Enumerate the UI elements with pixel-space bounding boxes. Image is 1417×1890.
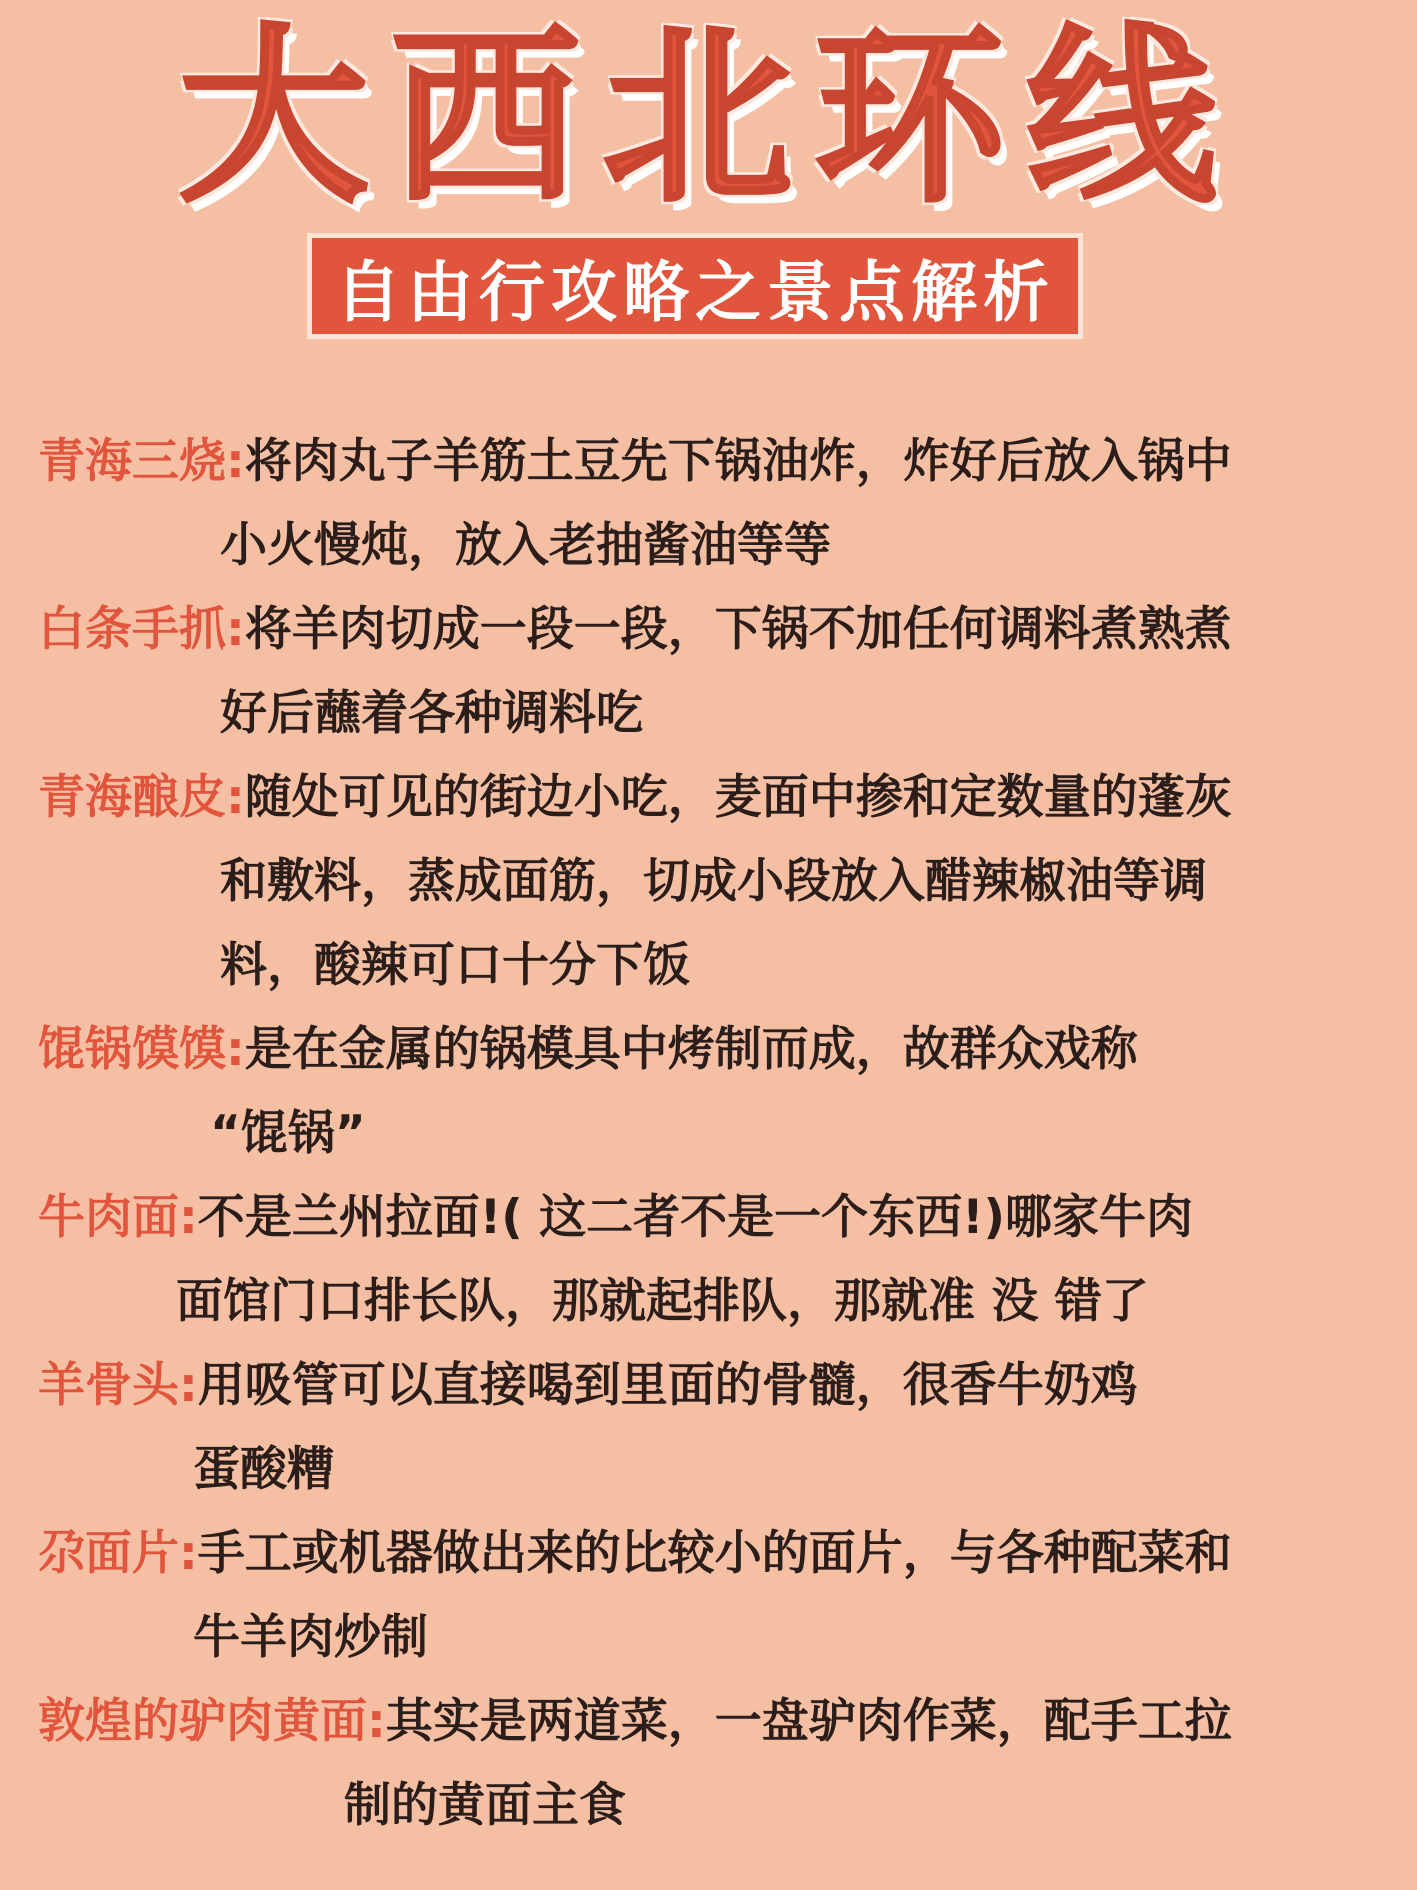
item-first-line xyxy=(38,1512,1383,1596)
item-first-line xyxy=(38,1680,1383,1764)
food-list xyxy=(38,420,1383,1848)
item-first-line xyxy=(38,756,1383,840)
item-continuation: “馄锅” xyxy=(210,1106,366,1161)
item-text: 手工或机器做出来的比较小的面片，与各种配菜和 xyxy=(197,1526,1232,1581)
item-continuation: 蛋酸糟 xyxy=(193,1442,334,1497)
item-continuation: 料，酸辣可口十分下饭 xyxy=(220,938,690,993)
item-colon: : xyxy=(179,1526,198,1581)
item-first-line xyxy=(38,420,1383,504)
list-item xyxy=(38,1008,1383,1176)
item-first-line xyxy=(38,1008,1383,1092)
list-item xyxy=(38,1512,1383,1680)
page-title: 大西北环线 xyxy=(178,7,1239,228)
item-term: 白条手抓 xyxy=(38,602,226,657)
item-first-line xyxy=(38,1344,1383,1428)
item-colon: : xyxy=(179,1190,198,1245)
item-colon: : xyxy=(226,434,245,489)
subtitle-banner xyxy=(307,233,1083,339)
item-colon: : xyxy=(226,1022,245,1077)
item-text: 随处可见的街边小吃，麦面中掺和定数量的蓬灰 xyxy=(244,770,1232,825)
item-term: 羊骨头 xyxy=(38,1358,179,1413)
item-colon: : xyxy=(179,1358,198,1413)
list-item xyxy=(38,588,1383,756)
list-item xyxy=(38,756,1383,1008)
item-term: 青海酿皮 xyxy=(38,770,226,825)
list-item xyxy=(38,1344,1383,1512)
item-continuation: 好后蘸着各种调料吃 xyxy=(220,686,643,741)
item-continuation: 制的黄面主食 xyxy=(344,1778,626,1833)
item-term: 牛肉面 xyxy=(38,1190,179,1245)
item-text: 不是兰州拉面!( 这二者不是一个东西!)哪家牛肉 xyxy=(197,1190,1193,1245)
item-colon: : xyxy=(226,770,245,825)
list-item xyxy=(38,1176,1383,1344)
item-text: 用吸管可以直接喝到里面的骨髓，很香牛奶鸡 xyxy=(197,1358,1138,1413)
item-first-line xyxy=(38,1176,1383,1260)
item-text: 是在金属的锅模具中烤制而成，故群众戏称 xyxy=(244,1022,1138,1077)
item-colon: : xyxy=(226,602,245,657)
item-text: 将羊肉切成一段一段，下锅不加任何调料煮熟煮 xyxy=(244,602,1232,657)
item-continuation: 小火慢炖，放入老抽酱油等等 xyxy=(220,518,831,573)
item-continuation: 和敷料，蒸成面筋，切成小段放入醋辣椒油等调 xyxy=(220,854,1207,909)
item-continuation: 面馆门口排长队，那就起排队，那就准 没 错了 xyxy=(176,1274,1149,1329)
item-text: 将肉丸子羊筋土豆先下锅油炸，炸好后放入锅中 xyxy=(244,434,1232,489)
list-item xyxy=(38,1680,1383,1848)
subtitle-text: 自由行攻略之景点解析 xyxy=(335,253,1055,331)
list-item xyxy=(38,420,1383,588)
item-term: 敦煌的驴肉黄面 xyxy=(38,1694,367,1749)
item-continuation: 牛羊肉炒制 xyxy=(193,1610,428,1665)
item-first-line xyxy=(38,588,1383,672)
item-colon: : xyxy=(367,1694,386,1749)
item-term: 尕面片 xyxy=(38,1526,179,1581)
item-term: 馄锅馍馍 xyxy=(38,1022,226,1077)
item-term: 青海三烧 xyxy=(38,434,226,489)
item-text: 其实是两道菜，一盘驴肉作菜，配手工拉 xyxy=(385,1694,1232,1749)
